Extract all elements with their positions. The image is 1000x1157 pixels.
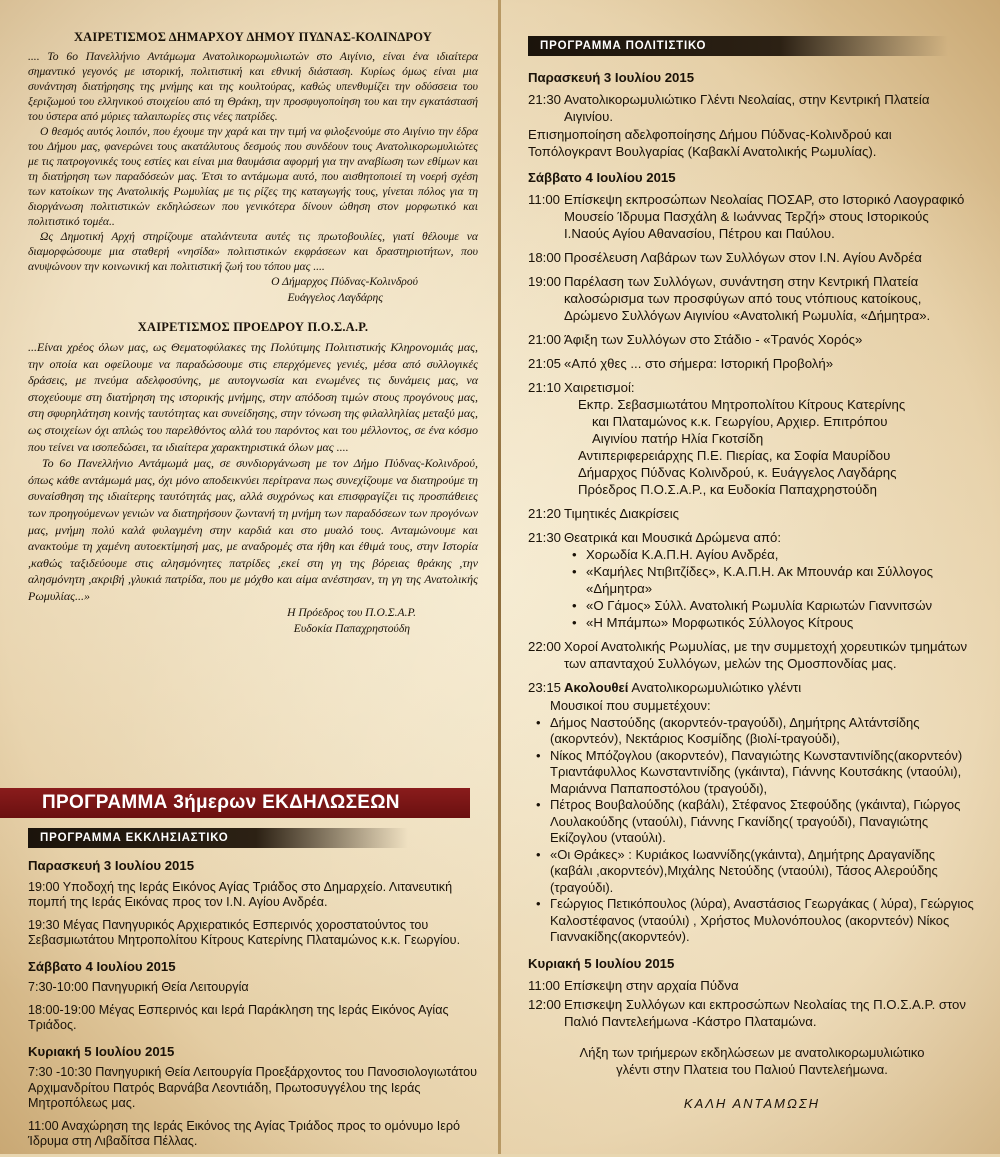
mayor-greeting	[28, 30, 478, 306]
church-item: 7:30 -10:30 Πανηγυρική Θεία Λειτουργία Προεξάρχοντος του Πανοσιολογιωτάτου Αρχιμανδρίτου Πατρός Βαρνάβα Λεοντιάδη, Πρωτοσυγγέλου της Ιεράς Μητροπόλεως μας.	[28, 1065, 478, 1110]
list-item	[564, 597, 976, 614]
event-time: 21:10	[528, 380, 562, 395]
event-row	[528, 273, 976, 324]
event-desc: «Από χθες ... στο σήμερα: Ιστορική Προβολή»	[564, 356, 834, 371]
musician-group: Δήμος Ναστούδης (ακορντεόν-τραγούδι), Δημήτρης Αλτάντσίδης (ακορντεόν), Νεκτάριος Κοσμίδης (βιολί-τραγούδι),	[550, 714, 920, 746]
event-desc: Επισκεψη Συλλόγων και εκπροσώπων Νεολαίας της Π.Ο.Σ.Α.Ρ. στον Παλιό Παντελεήμωνα -Κάστρο Πλαταμώνα.	[564, 996, 966, 1029]
musicians-block	[528, 698, 976, 946]
church-item: 18:00-19:00 Μέγας Εσπερινός και Ιερά Παράκληση της Ιεράς Εικόνος Αγίας Τριάδος.	[28, 1002, 449, 1032]
musician-group: Νίκος Μπόζογλου (ακορντεόν), Παναγιώτης Κωνσταντινίδης(ακορντεόν) Τριαντάφυλλος Κωνσταντινίδης (γκάιντα), Γιάννης Κουτσάκης (νταούλι), Μαριάννα Παπαποστόλου (τραγούδι),	[550, 747, 963, 796]
party-text: Ανατολικορωμυλιώτικο γλέντι	[631, 680, 802, 695]
event-time: 21:05	[528, 356, 562, 371]
list-item	[564, 563, 976, 597]
mayor-greeting-title: ΧΑΙΡΕΤΙΣΜΟΣ ΔΗΜΑΡΧΟΥ ΔΗΜΟΥ ΠΥΔΝΑΣ-ΚΟΛΙΝΔΡΟΥ	[73, 30, 433, 44]
bullet-icon: •	[536, 747, 541, 763]
church-program	[28, 828, 478, 1157]
bullet-icon: •	[572, 547, 577, 562]
theatre-item: «Η Μπάμπω» Μορφωτικός Σύλλογος Κίτρους	[586, 615, 854, 630]
event-desc	[564, 679, 976, 696]
event-desc: Χοροί Ανατολικής Ρωμυλίας, με την συμμετοχή χορευτικών τμημάτων των απανταχού Συλλόγων, μελών της Ομοσπονδίας μας.	[564, 639, 968, 671]
musician-group: Γεώργιος Πετικόπουλος (λύρα), Αναστάσιος Γεωργάκας ( λύρα), Γεώργιος Καλοστέφανος (νταούλι) , Χρήστος Μυλονόπουλος (ακορντεόν) Νίκος Γιαννακίδης(ακορντεόν).	[550, 896, 974, 944]
event-time: 21:00	[528, 332, 562, 347]
mayor-paragraph: Ως Δημοτική Αρχή στηρίζουμε αταλάντευτα αυτές τις πρωτοβουλίες, γιατί θέλουμε να διαμορφώσουμε μια σταθερή «νησίδα» πολιτιστικών εκφράσεων και δραστηριοτήτων, που ανυψώνουν την κοινωνική και πολιτιστική ζωή του τόπου μας ....	[28, 230, 478, 273]
mayor-signature-name: Ευάγγελος Λαγδάρης	[287, 291, 383, 304]
farewell-text: ΚΑΛΗ ΑΝΤΑΜΩΣΗ	[683, 1095, 821, 1111]
event-time: 22:00	[528, 639, 562, 654]
greetings-title: Χαιρετισμοί:	[564, 380, 635, 395]
cultural-program-header: ΠΡΟΓΡΑΜΜΑ ΠΟΛΙΤΙΣΤΙΚΟ	[528, 36, 948, 56]
theatre-item: «Καμήλες Ντιβιτζίδες», Κ.Α.Π.Η. Ακ Μπουνάρ και Σύλλογος «Δήμητρα»	[586, 564, 933, 596]
theatre-item: «Ο Γάμος» Σύλλ. Ανατολική Ρωμυλία Καριωτών Γιαννιτσών	[586, 598, 933, 613]
musicians-title: Μουσικοί που συμμετέχουν:	[550, 698, 711, 713]
church-program-header: ΠΡΟΓΡΑΜΜΑ ΕΚΚΛΗΣΙΑΣΤΙΚΟ	[28, 828, 408, 848]
president-greeting	[28, 320, 478, 637]
cultural-day-title: Κυριακή 5 Ιουλίου 2015	[528, 955, 675, 971]
greetings-line: Δήμαρχος Πύδνας Κολινδρού, κ. Ευάγγελος Λαγδάρης	[578, 465, 897, 480]
church-day-title: Παρασκευή 3 Ιουλίου 2015	[28, 858, 195, 873]
event-time: 11:00	[528, 192, 561, 207]
greetings-line: και Πλαταμώνος κ.κ. Γεωργίου, Αρχιερ. Επιτρόπου	[592, 414, 888, 429]
bullet-icon: •	[536, 846, 541, 862]
event-time: 11:00	[528, 977, 561, 993]
theatre-item: Χορωδία Κ.Α.Π.Η. Αγίου Ανδρέα,	[586, 547, 779, 562]
bullet-icon: •	[572, 564, 577, 579]
program-banner: ΠΡΟΓΡΑΜΜΑ 3ήμερων ΕΚΔΗΛΩΣΕΩΝ	[0, 788, 470, 818]
list-item	[564, 546, 976, 563]
list-item	[536, 797, 976, 847]
event-desc: Παρέλαση των Συλλόγων, συνάντηση στην Κεντρική Πλατεία καλοσώρισμα των προσφύγων από τους ντόπιους κατοίκους, Δρώμενο Συλλόγων Αιγινίου «Ανατολική Ρωμυλία, «Δήμητρα».	[564, 274, 931, 323]
mayor-signature-role: Ο Δήμαρχος Πύδνας-Κολινδρού	[271, 275, 418, 288]
bullet-icon: •	[536, 714, 541, 730]
president-greeting-title: ΧΑΙΡΕΤΙΣΜΟΣ ΠΡΟΕΔΡΟΥ Π.Ο.Σ.Α.Ρ.	[137, 320, 369, 334]
cultural-day-title: Σάββατο 4 Ιουλίου 2015	[528, 170, 676, 185]
event-row	[528, 331, 976, 348]
cultural-day-title: Παρασκευή 3 Ιουλίου 2015	[528, 70, 695, 85]
event-row	[528, 355, 976, 372]
theatre-block	[564, 529, 976, 631]
bullet-icon: •	[572, 598, 577, 613]
church-day-title: Σάββατο 4 Ιουλίου 2015	[28, 958, 176, 974]
mayor-paragraph: Ο θεσμός αυτός λοιπόν, που έχουμε την χαρά και την τιμή να φιλοξενούμε στο Αιγίνιο την έδρα του Δήμου μας, φανερώνει τους ακατάλυτους δεσμούς που συνδέουν τους Ανατολικορωμυλιώτες με τις πατρογονικές τους εστίες και είναι μια θαυμάσια αφορμή για την αναβίωση των εθίμων και τη διατήρηση των παραδόσεών μας. Έτσι το αντάμωμα αυτό, που αισθητοποιεί τη νοερή σχέση των κατοίκων της Ανατολικής Ρωμυλίας με τις ρίζες της καταγωγής τους, γίνεται πόλος για τη διοργάνωση πολιτιστικών εκδηλώσεων που γενικότερα δίνουν ώθηση στον μορφωτικό και πολιτιστικό τομέα..	[28, 125, 478, 228]
event-desc: Επίσκεψη στην αρχαία Πύδνα	[564, 977, 739, 993]
event-row	[528, 91, 976, 125]
theatre-row	[528, 529, 976, 631]
event-row	[528, 505, 976, 522]
bullet-icon: •	[536, 896, 541, 911]
event-time: 12:00	[528, 996, 562, 1012]
greetings-line: Αντιπεριφερειάρχης Π.Ε. Πιερίας, κα Σοφία Μαυρίδου	[578, 448, 891, 463]
event-time: 19:00	[528, 274, 562, 289]
church-day-title: Κυριακή 5 Ιουλίου 2015	[28, 1043, 175, 1059]
event-row	[528, 638, 976, 672]
event-time: 21:30	[528, 530, 562, 545]
event-desc: Τιμητικές Διακρίσεις	[564, 506, 680, 521]
event-time: 21:20	[528, 506, 562, 521]
event-desc: Επίσκεψη εκπροσώπων Νεολαίας ΠΟΣΑΡ, στο Ιστορικό Λαογραφικό Μουσείο Ίδρυμα Πασχάλη & Ιωάννας Τερζή» στους Ιστορικούς Ι.Ναούς Αγίου Αθανασίου, Πέτρου και Παύλου.	[564, 192, 965, 241]
event-row	[528, 191, 976, 242]
party-bold: Ακολουθεί	[564, 680, 629, 695]
greetings-line: Εκπρ. Σεβασμιωτάτου Μητροπολίτου Κίτρους Κατερίνης	[578, 397, 906, 412]
event-row	[528, 996, 976, 1030]
list-item	[536, 847, 976, 897]
mayor-paragraph: .... Το 6ο Πανελλήνιο Αντάμωμα Ανατολικορωμυλιωτών στο Αιγίνιο, είναι ένα ιδιαίτερα σημαντικό γεγονός με ιστορική, πολιτιστική και εθνική διάσταση. Κυρίως όμως είναι μια συνάντηση διατήρησης της μνήμης και της κουλτούρας, καθώς υπενθυμίζει την οδύσσεια του ξεριζωμού του ελληνικού στοιχείου από τη Θράκη, την προσφυγοποίηση του και την εγκατάστασή του ύστερα από μύριες ταλαιπωρίες στις νέες πατρίδες.	[28, 50, 478, 123]
church-item: 19:30 Μέγας Πανηγυρικός Αρχιερατικός Εσπερινός χοροστατούντος του Σεβασμιωτάτου Μητροπολίτου Κίτρους Κατερίνης Πλαταμώνος κ.κ. Γεωργίου.	[28, 917, 461, 947]
list-item	[536, 715, 976, 748]
bullet-icon: •	[536, 797, 541, 812]
list-item	[564, 614, 976, 631]
event-desc: Προσέλευση Λαβάρων των Συλλόγων στον Ι.Ν. Αγίου Ανδρέα	[564, 250, 922, 265]
event-time: 21:30	[528, 92, 562, 107]
closing-note: Λήξη των τριήμερων εκδηλώσεων με ανατολικορωμυλιώτικο γλέντι στην Πλατεια του Παλιού Παντελεήμωνα.	[579, 1044, 925, 1077]
event-desc	[564, 91, 976, 125]
mayor-greeting-text	[28, 49, 478, 274]
greetings-line: Αιγινίου πατήρ Ηλία Γκοτσίδη	[592, 431, 764, 446]
list-item	[536, 748, 976, 798]
event-desc-text: Ανατολικορωμυλιώτικο Γλέντι Νεολαίας, στην Κεντρική Πλατεία Αιγινίου.	[564, 92, 930, 124]
president-paragraph: ...Είναι χρέος όλων μας, ως Θεματοφύλακες της Πολύτιμης Πολιτιστικής Κληρονομιάς μας, την οποία και οφείλουμε να παραδώσουμε στις επερχόμενες γενιές, μέσα από συλλογικές δράσεις, με πνεύμα αδελφοσύνης, με αυτογνωσία και ενωμένες τις δυνάμεις μας, να στοχεύουμε στη διατήρηση της ιστορικής μνήμης, στην απόδοση τιμών στους προγόνους μας, στη σφυρηλάτηση κοινής ταυτότητας και συνείδησης, στην τόνωση της φιλαλληλίας μεταξύ μας, ως στοιχείων όχι απλώς του παρελθόντος αλλά του παρόντος και του μέλλοντος, σε ένα κόσμο που τείνει να ισοπεδώσει, τα ιδιαίτερα χαρακτηριστικά όλων μας ....	[28, 340, 478, 454]
event-row	[528, 679, 976, 696]
event-row	[528, 249, 976, 266]
list-item	[536, 896, 976, 946]
church-item: 11:00 Αναχώρηση της Ιεράς Εικόνος της Αγίας Τριάδος προς το ομόνυμο Ιερό Ίδρυμα στη Λιβαδίτσα Πέλλας.	[28, 1118, 461, 1148]
theatre-title: Θεατρικά και Μουσικά Δρώμενα από:	[564, 530, 782, 545]
right-column	[500, 0, 1000, 1154]
event-desc-extra: Επισημοποίηση αδελφοποίησης Δήμου Πύδνας-Κολινδρού και Τοπόλογκραντ Βουλγαρίας (Καβακλί Ανατολικής Ρωμυλίας).	[528, 127, 892, 159]
greetings-block	[564, 379, 976, 498]
president-signature-role: Η Πρόεδρος του Π.Ο.Σ.Α.Ρ.	[287, 605, 416, 619]
greetings-row	[528, 379, 976, 498]
musician-group: «Οι Θράκες» : Κυριάκος Ιωαννίδης(γκάιντα), Δημήτρης Δραγανίδης (καβάλι ,ακορντεόν),Μιχάλης Νετούδης (νταούλι), Τάσος Αλερούδης (τραγούδι).	[550, 846, 938, 895]
event-desc: Άφιξη των Συλλόγων στο Στάδιο - «Τρανός Χορός»	[564, 332, 863, 347]
greetings-line: Πρόεδρος Π.Ο.Σ.Α.Ρ., κα Ευδοκία Παπαχρηστούδη	[578, 482, 877, 497]
church-item: 19:00 Υποδοχή της Ιεράς Εικόνος Αγίας Τριάδος στο Δημαρχείο. Λιτανευτική πομπή της Ιεράς Εικόνας προς τον Ι.Ν. Αγίου Ανδρέα.	[28, 879, 453, 909]
event-row	[528, 977, 976, 994]
musician-group: Πέτρος Βουβαλούδης (καβάλι), Στέφανος Στεφούδης (γκάιντα), Γιώργος Λουλακούδης (νταούλι), Γιάννης Γκανίδης( τραγούδι), Παναγιώτης Εκίζογλου (νταούλι).	[550, 797, 961, 845]
church-item: 7:30-10:00 Πανηγυρική Θεία Λειτουργία	[28, 980, 249, 994]
president-greeting-text	[28, 339, 478, 605]
president-paragraph: Το 6ο Πανελλήνιο Αντάμωμά μας, σε συνδιοργάνωση με τον Δήμο Πύδνας-Κολινδρού, όπως κάθε αντάμωμά μας, όχι μόνο αποδεικνύει περίτρανα πως συνεχίζουμε να διατηρούμε τη συναίσθηση της ιδιαίτερης ταυτότητάς μας, αλλά συχρόνως και επισφραγίζει τις προσπάθειες των προηγούμενων γενιών να διατηρήσουν ζωντανή τη μνήμη των παραδόσεων των προγόνων μας, μνήμη πολύ καλά φυλαγμένη στην καρδιά και στο μυαλό τους. Ανταμώνουμε και ανακτούμε τη χαμένη αυτοεκτίμησή μας, με αναδρομές στα ήθη και έθιμά τους, στην Ιστορία ,καθώς ταξιδεύουμε στις αλησμόνητες πατρίδες ,εκεί στη γη της βόρειας θράκης ,την αλησμόνητη ,ακριβή ,γλυκιά πατρίδα, που με μόχθο και αίμα ανέστησαν, τη γη της Ανατολικής Ρωμυλίας...»	[28, 456, 478, 603]
event-time: 18:00	[528, 250, 562, 265]
bullet-icon: •	[572, 615, 577, 630]
event-time: 23:15	[528, 680, 562, 695]
president-signature-name: Ευδοκία Παπαχρηστούδη	[293, 621, 410, 635]
